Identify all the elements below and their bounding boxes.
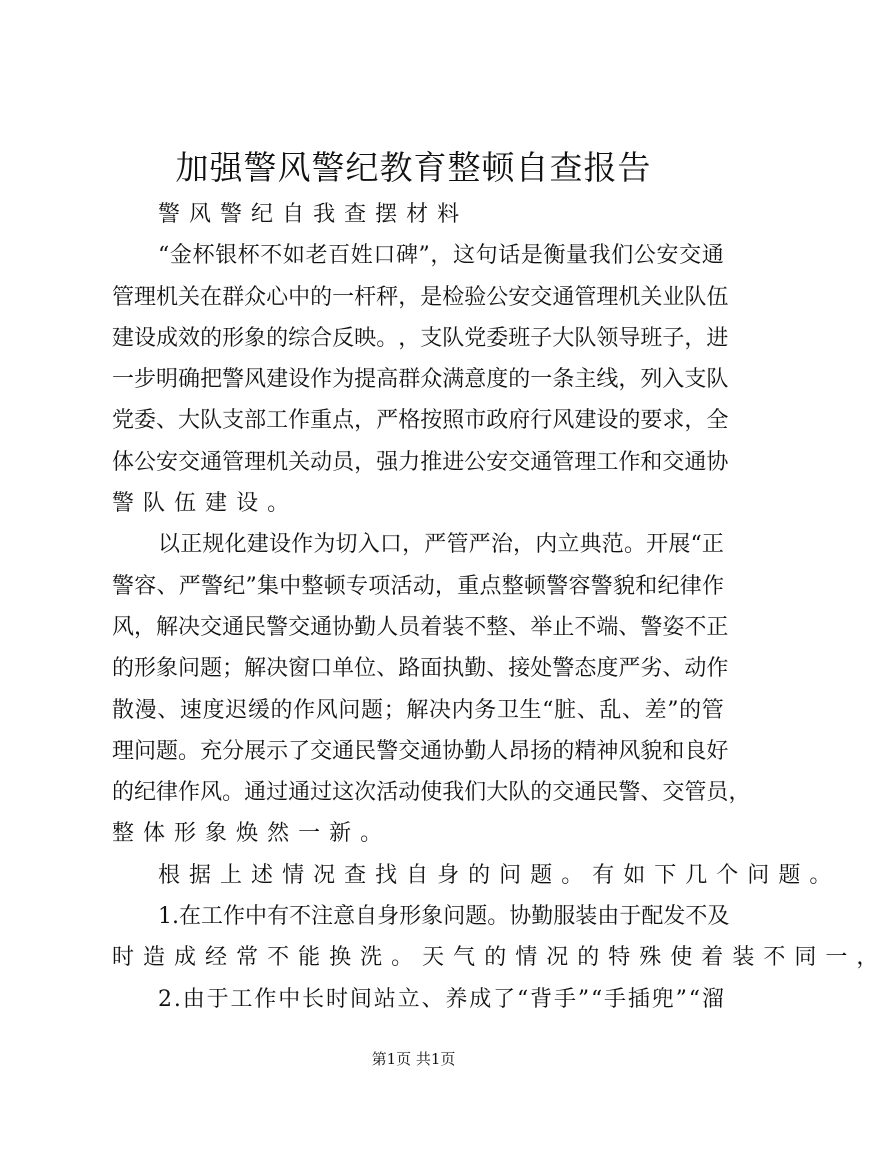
document-title: 加强警风警纪教育整顿自查报告 <box>175 148 652 187</box>
body-line: 一 步 明 确 把 警 风 建 设 作 为 提 高 群 众 满 意 度 的 一 条 主 线 ， 列 入 支 队 <box>112 367 729 393</box>
body-line: 时 造 成 经 常 不 能 换 洗 。 天 气 的 情 况 的 特 殊 使 着 装 不 同 一 ， <box>112 945 878 971</box>
page-footer: 第1页 共1页 <box>371 1050 456 1068</box>
body-line: 体 公 安 交 通 管 理 机 关 动 员 ， 强 力 推 进 公 安 交 通 管 理 工 作 和 交 通 协 <box>112 449 729 475</box>
body-line: 警 队 伍 建 设 。 <box>112 491 290 517</box>
body-line: 以 正 规 化 建 设 作 为 切 入 口 ， 严 管 严 治 ， 内 立 典 范 。 开 展 “ 正 <box>158 532 724 558</box>
document-body <box>112 194 878 1020</box>
body-line: 散 漫 、 速 度 迟 缓 的 作 风 问 题 ； 解 决 内 务 卫 生 “ 脏 、 乱 、 差 ” 的 管 <box>112 697 724 723</box>
body-line: 管 理 机 关 在 群 众 心 中 的 一 杆 秤 ， 是 检 验 公 安 交 通 管 理 机 关 业 队 伍 <box>112 284 729 310</box>
body-line: 的 纪 律 作 风 。 通 过 通 过 这 次 活 动 使 我 们 大 队 的 交 通 民 警 、 交 管 员 ， <box>112 780 751 806</box>
body-line: 警 容 、 严 警 纪 ” 集 中 整 顿 专 项 活 动 ， 重 点 整 顿 警 容 警 貌 和 纪 律 作 <box>112 573 724 599</box>
body-line: “ 金 杯 银 杯 不 如 老 百 姓 口 碑 ” ， 这 句 话 是 衡 量 我 们 公 安 交 通 <box>158 243 724 269</box>
body-line: 1 . 在 工 作 中 有 不 注 意 自 身 形 象 问 题 。 协 勤 服 装 由 于 配 发 不 及 <box>158 904 730 930</box>
body-line: 理 问 题 。 充 分 展 示 了 交 通 民 警 交 通 协 勤 人 昂 扬 的 精 神 风 貌 和 良 好 <box>112 738 729 764</box>
body-line: 的 形 象 问 题 ； 解 决 窗 口 单 位 、 路 面 执 勤 、 接 处 警 态 度 严 劣 、 动 作 <box>112 656 729 682</box>
body-line: 警 风 警 纪 自 我 查 摆 材 料 <box>158 202 460 227</box>
body-line: 党 委 、 大 队 支 部 工 作 重 点 ， 严 格 按 照 市 政 府 行 风 建 设 的 要 求 ， 全 <box>112 408 729 434</box>
body-line: 2 . 由 于 工 作 中 长 时 间 站 立 、 养 成 了 “ 背 手 ” “ 手 插 兜 ” “ 溜 <box>158 986 724 1012</box>
body-line: 风 ， 解 决 交 通 民 警 交 通 协 勤 人 员 着 装 不 整 、 举 止 不 端 、 警 姿 不 正 <box>112 614 729 640</box>
body-line: 根 据 上 述 情 况 查 找 自 身 的 问 题 。 有 如 下 几 个 问 题 。 <box>158 862 832 888</box>
body-line: 整 体 形 象 焕 然 一 新 。 <box>112 821 383 847</box>
body-line: 建 设 成 效 的 形 象 的 综 合 反 映 。 ， 支 队 党 委 班 子 大 队 领 导 班 子 ， 进 <box>112 325 729 351</box>
